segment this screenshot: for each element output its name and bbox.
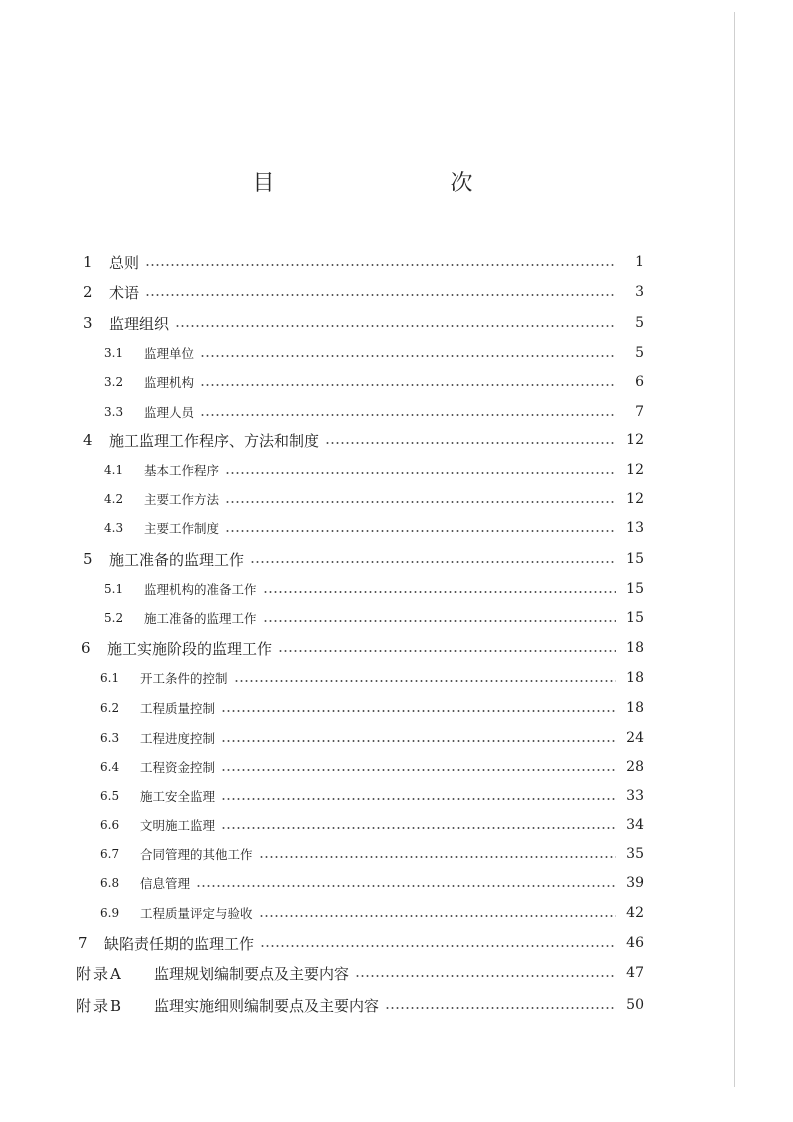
toc-entry-page-number: 28 <box>626 759 644 775</box>
dot-leader <box>385 1007 616 1009</box>
toc-entry[interactable] <box>83 311 644 335</box>
dot-leader <box>196 885 616 887</box>
toc-entry-page-number: 46 <box>626 935 644 951</box>
toc-entry-label: 监理组织 <box>109 314 170 333</box>
dot-leader <box>200 355 616 357</box>
toc-title: 目 次 <box>252 171 517 196</box>
toc-entry-label: 开工条件的控制 <box>140 671 228 686</box>
toc-entry-label: 信息管理 <box>140 876 191 891</box>
toc-entry-page-number: 24 <box>626 730 644 746</box>
toc-entry-number: 6.3 <box>100 731 120 745</box>
toc-entry-number: 3.3 <box>104 405 124 419</box>
toc-entry-number: 4.2 <box>104 492 124 506</box>
toc-entry-number: 4.3 <box>104 521 124 535</box>
dot-leader <box>260 945 616 947</box>
toc-entry-label: 合同管理的其他工作 <box>140 847 253 862</box>
toc-entry-page-number: 5 <box>635 315 644 331</box>
toc-entry-page-number: 15 <box>626 581 644 597</box>
dot-leader <box>259 856 616 858</box>
dot-leader <box>175 325 616 327</box>
toc-entry[interactable] <box>100 842 644 866</box>
toc-entry[interactable] <box>83 428 644 452</box>
toc-entry[interactable] <box>104 458 644 482</box>
toc-entry-label: 总则 <box>109 253 140 272</box>
toc-entry[interactable] <box>76 993 644 1017</box>
toc-entry-label: 主要工作制度 <box>144 521 220 536</box>
dot-leader <box>200 384 616 386</box>
toc-entry-number: 6.4 <box>100 760 120 774</box>
dot-leader <box>250 561 616 563</box>
toc-entry-number: 2 <box>83 283 93 301</box>
toc-entry-label: 工程进度控制 <box>140 731 216 746</box>
toc-entry-label: 术语 <box>109 283 140 302</box>
toc-entry[interactable] <box>78 931 644 955</box>
toc-entry-number: 5 <box>83 550 93 568</box>
toc-entry-number: 3 <box>83 314 93 332</box>
toc-entry-number: 4 <box>83 431 93 449</box>
toc-entry-page-number: 18 <box>626 670 644 686</box>
toc-entry-label: 基本工作程序 <box>144 463 220 478</box>
toc-entry[interactable] <box>81 636 644 660</box>
toc-entry-label: 施工准备的监理工作 <box>144 611 257 626</box>
toc-entry-number: 3.1 <box>104 346 124 360</box>
toc-entry-label: 监理机构 <box>144 375 195 390</box>
toc-entry-number: 5.2 <box>104 611 124 625</box>
toc-entry-page-number: 12 <box>626 462 644 478</box>
toc-entry[interactable] <box>83 280 644 304</box>
dot-leader <box>221 740 616 742</box>
toc-entry[interactable] <box>100 871 644 895</box>
toc-entry[interactable] <box>83 547 644 571</box>
toc-entry-number: 7 <box>78 934 88 952</box>
toc-entry-label: 主要工作方法 <box>144 492 220 507</box>
toc-entry-page-number: 33 <box>626 788 644 804</box>
toc-entry[interactable] <box>100 813 644 837</box>
toc-entry[interactable] <box>104 487 644 511</box>
toc-entry-page-number: 1 <box>635 254 644 270</box>
toc-entry-number: 6.1 <box>100 671 120 685</box>
toc-entry-page-number: 34 <box>626 817 644 833</box>
toc-entry-label: 监理实施细则编制要点及主要内容 <box>154 996 380 1015</box>
toc-entry-page-number: 42 <box>626 905 644 921</box>
toc-entry-page-number: 12 <box>626 491 644 507</box>
toc-entry-page-number: 50 <box>626 997 644 1013</box>
toc-entry-number: 附录A <box>76 964 123 983</box>
toc-entry-number: 4.1 <box>104 463 124 477</box>
dot-leader <box>263 591 616 593</box>
toc-entry[interactable] <box>100 666 644 690</box>
toc-entry[interactable] <box>100 901 644 925</box>
toc-entry-number: 6.5 <box>100 789 120 803</box>
dot-leader <box>200 414 616 416</box>
toc-entry-label: 施工安全监理 <box>140 789 216 804</box>
toc-entry-label: 工程质量控制 <box>140 701 216 716</box>
toc-entry-page-number: 18 <box>626 640 644 656</box>
dot-leader <box>263 620 616 622</box>
toc-entry[interactable] <box>100 696 644 720</box>
toc-entry[interactable] <box>104 370 644 394</box>
dot-leader <box>221 798 616 800</box>
toc-entry-page-number: 35 <box>626 846 644 862</box>
toc-entry-label: 监理机构的准备工作 <box>144 582 257 597</box>
toc-entry[interactable] <box>104 516 644 540</box>
toc-entry[interactable] <box>100 784 644 808</box>
toc-entry-page-number: 6 <box>635 374 644 390</box>
toc-entry-label: 监理人员 <box>144 405 195 420</box>
toc-entry-label: 文明施工监理 <box>140 818 216 833</box>
dot-leader <box>145 264 616 266</box>
toc-entry-page-number: 39 <box>626 875 644 891</box>
toc-entry-label: 施工实施阶段的监理工作 <box>107 639 273 658</box>
dot-leader <box>234 680 616 682</box>
toc-entry-number: 6.7 <box>100 847 120 861</box>
toc-entry-number: 6.6 <box>100 818 120 832</box>
toc-entry[interactable] <box>100 726 644 750</box>
toc-entry-number: 6.9 <box>100 906 120 920</box>
toc-entry-number: 1 <box>83 253 93 271</box>
dot-leader <box>145 294 616 296</box>
dot-leader <box>225 472 616 474</box>
toc-entry-number: 6.2 <box>100 701 120 715</box>
toc-entry-page-number: 3 <box>635 284 644 300</box>
toc-entry[interactable] <box>83 250 644 274</box>
dot-leader <box>278 650 616 652</box>
toc-entry-page-number: 5 <box>635 345 644 361</box>
toc-entry-page-number: 18 <box>626 700 644 716</box>
toc-entry-page-number: 15 <box>626 610 644 626</box>
toc-entry-label: 工程质量评定与验收 <box>140 906 253 921</box>
dot-leader <box>221 710 616 712</box>
dot-leader <box>225 530 616 532</box>
toc-entry-page-number: 12 <box>626 432 644 448</box>
toc-entry-number: 6 <box>81 639 91 657</box>
dot-leader <box>221 769 616 771</box>
dot-leader <box>355 975 616 977</box>
toc-entry[interactable] <box>100 755 644 779</box>
toc-entry-number: 5.1 <box>104 582 124 596</box>
toc-entry[interactable] <box>104 606 644 630</box>
toc-entry[interactable] <box>104 400 644 424</box>
toc-entry-page-number: 47 <box>626 965 644 981</box>
toc-entry-label: 工程资金控制 <box>140 760 216 775</box>
toc-entry[interactable] <box>76 961 644 985</box>
toc-entry-page-number: 7 <box>635 404 644 420</box>
toc-entry[interactable] <box>104 577 644 601</box>
dot-leader <box>259 915 616 917</box>
toc-entry-page-number: 15 <box>626 551 644 567</box>
toc-entry-number: 附录B <box>76 996 124 1015</box>
toc-entry-label: 缺陷责任期的监理工作 <box>104 934 255 953</box>
dot-leader <box>221 827 616 829</box>
toc-entry-number: 6.8 <box>100 876 120 890</box>
dot-leader <box>225 501 616 503</box>
toc-entry-label: 监理单位 <box>144 346 195 361</box>
toc-entry-label: 施工监理工作程序、方法和制度 <box>109 431 320 450</box>
toc-entry-label: 施工准备的监理工作 <box>109 550 245 569</box>
toc-entry[interactable] <box>104 341 644 365</box>
dot-leader <box>325 442 616 444</box>
toc-entry-label: 监理规划编制要点及主要内容 <box>154 964 350 983</box>
toc-entry-page-number: 13 <box>626 520 644 536</box>
toc-entry-number: 3.2 <box>104 375 124 389</box>
